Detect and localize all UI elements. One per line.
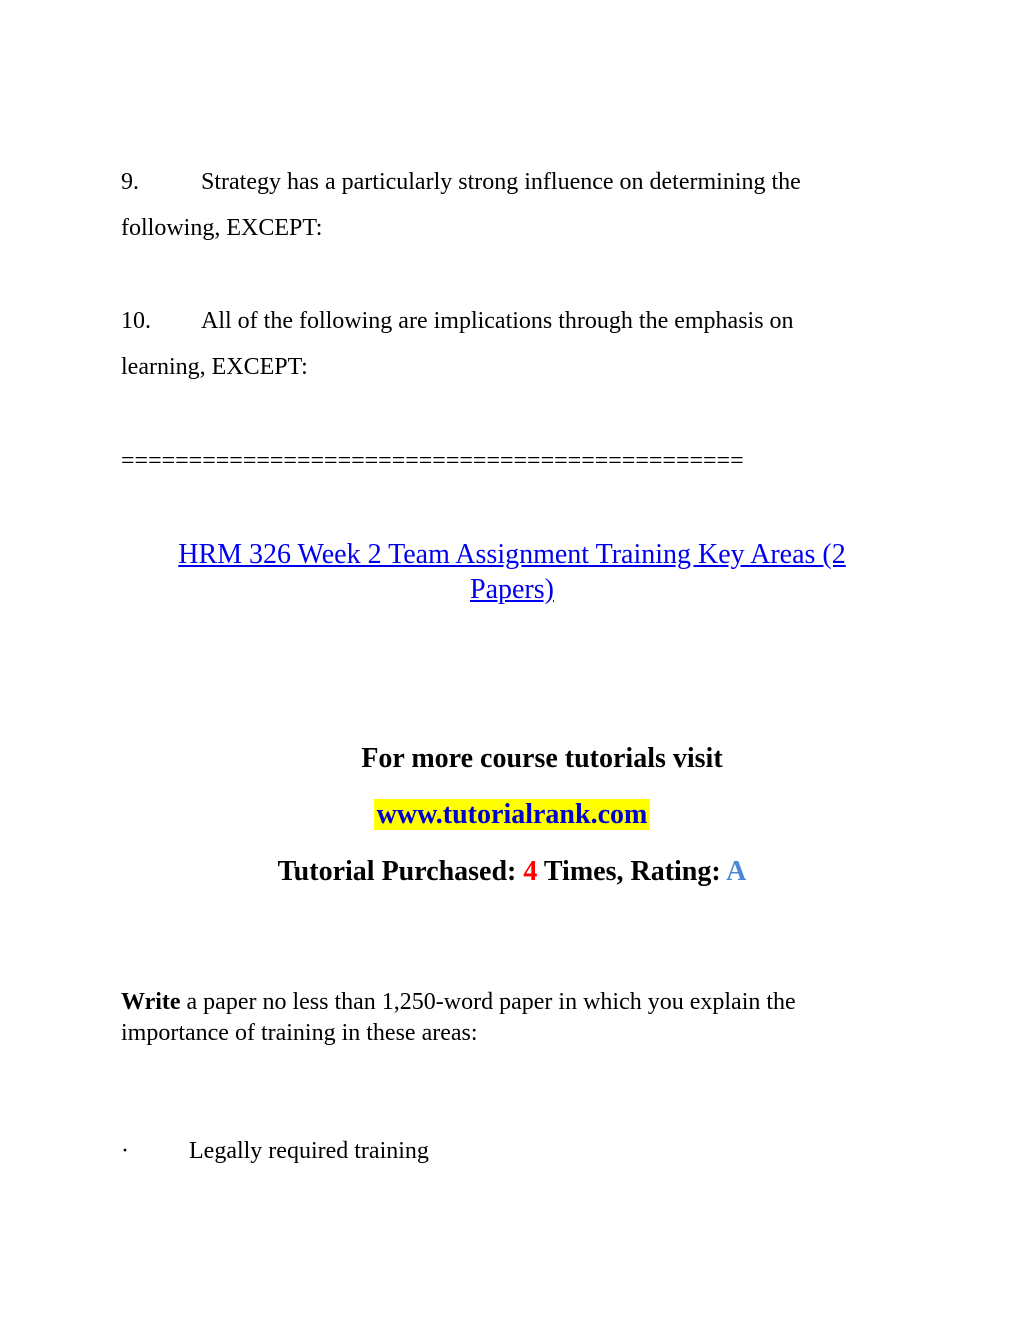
list-item: [121, 1136, 429, 1166]
question-9-text: Strategy has a particularly strong influence on determining the: [201, 169, 801, 195]
separator-line: ==============================================: [121, 448, 744, 474]
question-10-number: 10.: [121, 308, 151, 334]
bullet-marker: ·: [121, 1138, 129, 1164]
purchase-count: 4: [523, 856, 538, 887]
tutorialrank-link[interactable]: www.tutorialrank.com: [374, 799, 651, 830]
instructions-text: a paper no less than 1,250-word paper in which you explain the importance of training in these areas:: [121, 989, 796, 1046]
assignment-title-link[interactable]: HRM 326 Week 2 Team Assignment Training Key Areas (2 Papers): [178, 539, 846, 605]
question-10-text: All of the following are implications through the emphasis on: [201, 308, 794, 334]
question-10-line-2: learning, EXCEPT:: [121, 354, 308, 380]
promo-site-row: [0, 798, 1024, 832]
question-9-line-1: [121, 167, 801, 197]
question-9-line-2: following, EXCEPT:: [121, 215, 323, 241]
stats-prefix: Tutorial Purchased:: [277, 856, 524, 887]
rating-value: A: [726, 856, 747, 887]
promo-heading: For more course tutorials visit: [361, 743, 723, 774]
instructions-bold-word: Write: [121, 989, 181, 1015]
purchase-stats: [0, 855, 1024, 889]
bullet-text: Legally required training: [189, 1138, 429, 1164]
question-10-line-1: [121, 306, 794, 336]
stats-middle: Times, Rating:: [537, 856, 727, 887]
question-9-number: 9.: [121, 169, 139, 195]
assignment-instructions: [121, 987, 891, 1049]
